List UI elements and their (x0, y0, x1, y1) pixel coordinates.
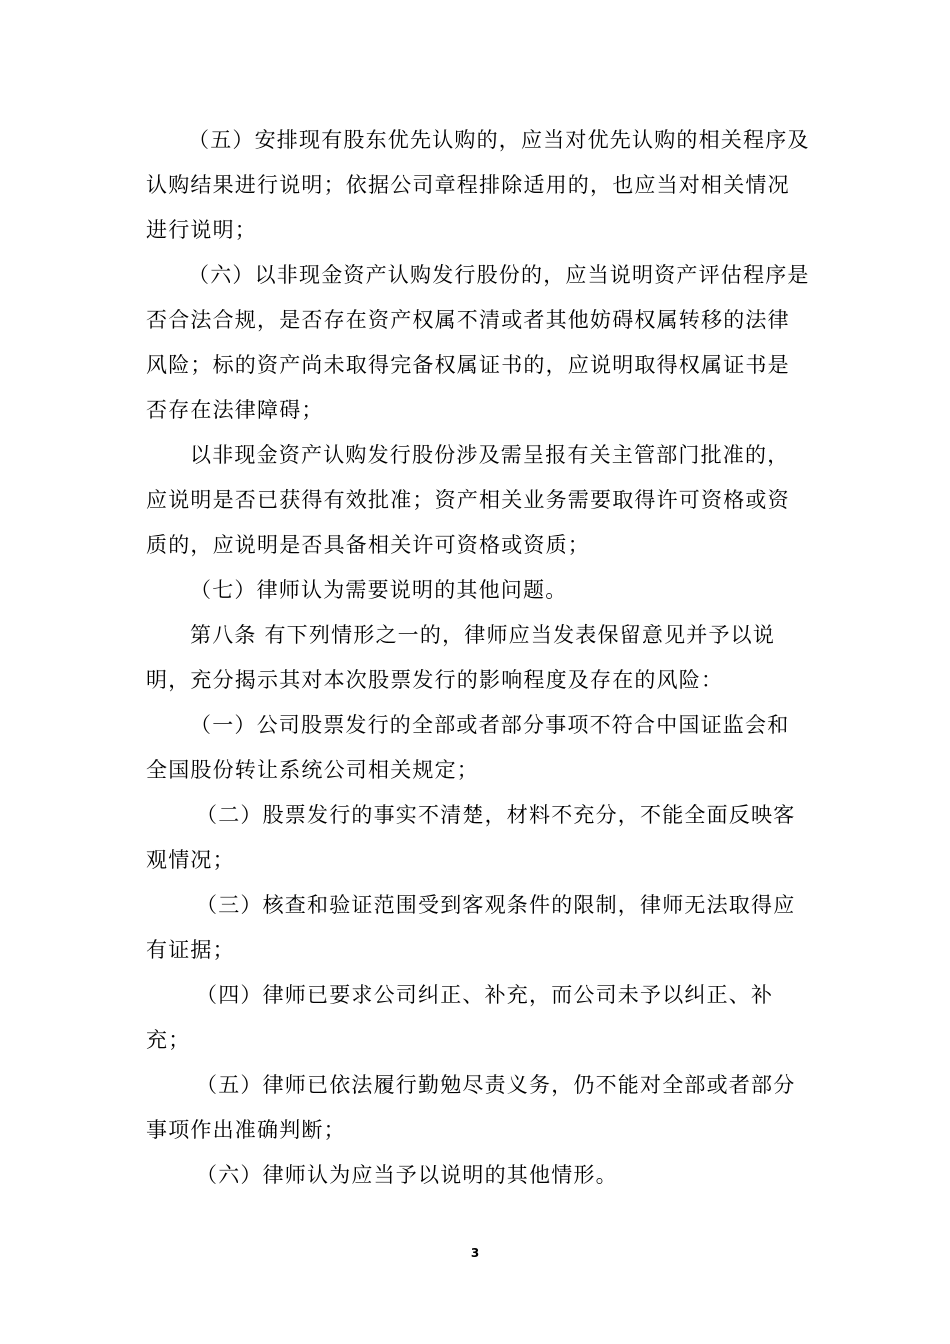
paragraph-article-8: 第八条 有下列情形之一的，律师应当发表保留意见并予以说明，充分揭示其对本次股票发行的影响程度及存在的风险： (146, 623, 776, 692)
paragraph-qualified-item-1: （一）公司股票发行的全部或者部分事项不符合中国证监会和全国股份转让系统公司相关规定； (146, 713, 790, 782)
paragraph-non-cash-approval: 以非现金资产认购发行股份涉及需呈报有关主管部门批准的，应说明是否已获得有效批准；资产相关业务需要取得许可资格或资质的，应说明是否具备相关许可资格或资质； (146, 443, 790, 557)
paragraph-qualified-item-6: （六）律师认为应当予以说明的其他情形。 (196, 1163, 618, 1187)
paragraph-item-6-non-cash-assets: （六）以非现金资产认购发行股份的，应当说明资产评估程序是否合法合规，是否存在资产权属不清或者其他妨碍权属转移的法律风险；标的资产尚未取得完备权属证书的，应说明取得权属证书是否存在法律障碍； (146, 263, 810, 422)
paragraph-qualified-item-5: （五）律师已依法履行勤勉尽责义务，仍不能对全部或者部分事项作出准确判断； (146, 1073, 796, 1142)
page-number: 3 (470, 1246, 480, 1260)
paragraph-item-5-preemptive-subscription: （五）安排现有股东优先认购的，应当对优先认购的相关程序及认购结果进行说明；依据公司章程排除适用的，也应当对相关情况进行说明； (146, 128, 810, 242)
paragraph-qualified-item-3: （三）核查和验证范围受到客观条件的限制，律师无法取得应有证据； (146, 893, 796, 962)
paragraph-qualified-item-4: （四）律师已要求公司纠正、补充，而公司未予以纠正、补充； (146, 983, 774, 1052)
paragraph-item-7-other-issues: （七）律师认为需要说明的其他问题。 (190, 578, 568, 602)
paragraph-qualified-item-2: （二）股票发行的事实不清楚，材料不充分，不能全面反映客观情况； (146, 803, 796, 872)
document-body (146, 118, 810, 1198)
